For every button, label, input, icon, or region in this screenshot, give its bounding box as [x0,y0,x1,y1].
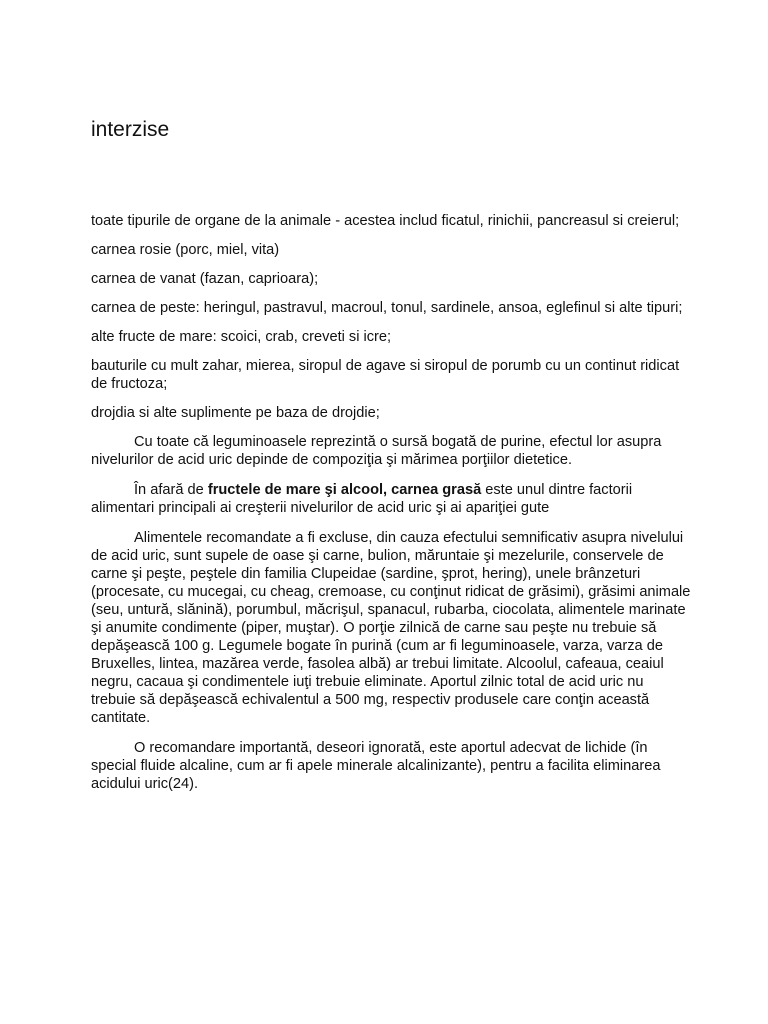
paragraph-legumes: Cu toate că leguminoasele reprezintă o sursă bogată de purine, efectul lor asupra nivelurilor de acid uric depinde de compoziţia şi mărimea porţiilor dietetice. [91,434,662,468]
list-item: carnea de vanat (fazan, caprioara); [91,271,319,287]
list-item: toate tipurile de organe de la animale - acestea includ ficatul, rinichii, pancreasul si creierul; [91,213,680,229]
paragraph-hydration: O recomandare importantă, deseori ignorată, este aportul adecvat de lichide (în special fluide alcaline, cum ar fi apele minerale alcalinizante), pentru a facilita eliminarea acidului uric(24). [91,740,661,792]
paragraph-factors-bold: fructele de mare şi alcool, carnea grasă [207,482,482,498]
page-heading: interzise [91,118,170,141]
document-body [91,212,691,805]
list-item: drojdia si alte suplimente pe baza de drojdie; [91,405,380,421]
list-item: bauturile cu mult zahar, mierea, siropul de agave si siropul de porumb cu un continut ridicat de fructoza; [91,358,680,392]
list-item: carnea rosie (porc, miel, vita) [91,242,280,258]
paragraph-excluded-foods: Alimentele recomandate a fi excluse, din cauza efectului semnificativ asupra nivelului de acid uric, sunt supele de oase şi carne, bulion, măruntaie şi mezelurile, conservele de carne şi peşte, peştele din familia Clupeidae (sardine, şprot, hering), unele brânzeturi (procesate, cu mucegai, cu cheag, cremoase, cu conţinut ridicat de grăsimi), grăsimi animale (seu, untură, slănină), porumbul, măcrişul, spanacul, rubarba, ciocolata, alimentele marinate şi anumite condimente (piper, muştar). O porţie zilnică de carne sau peşte nu trebuie să depăşească 100 g. Legumele bogate în purină (cum ar fi leguminoasele, varza, varza de Bruxelles, lintea, mazărea verde, fasolea albă) ar trebui limitate. Alcoolul, cafeaua, ceaiul negru, cacaua şi condimentele iuţi trebuie eliminate. Aportul zilnic total de acid uric nu trebuie să depăşească echivalentul a 500 mg, respectiv produsele care conţin această cantitate. [91,530,691,726]
paragraph-factors-prefix: În afară de [134,482,208,498]
list-item: alte fructe de mare: scoici, crab, creveti si icre; [91,329,392,345]
list-item: carnea de peste: heringul, pastravul, macroul, tonul, sardinele, ansoa, eglefinul si alte tipuri; [91,300,683,316]
paragraph-factors [91,481,691,517]
paragraph-factors-suffix: este unul dintre factorii alimentari principali ai creşterii nivelurilor de acid uric şi ai apariţiei gute [91,482,633,516]
